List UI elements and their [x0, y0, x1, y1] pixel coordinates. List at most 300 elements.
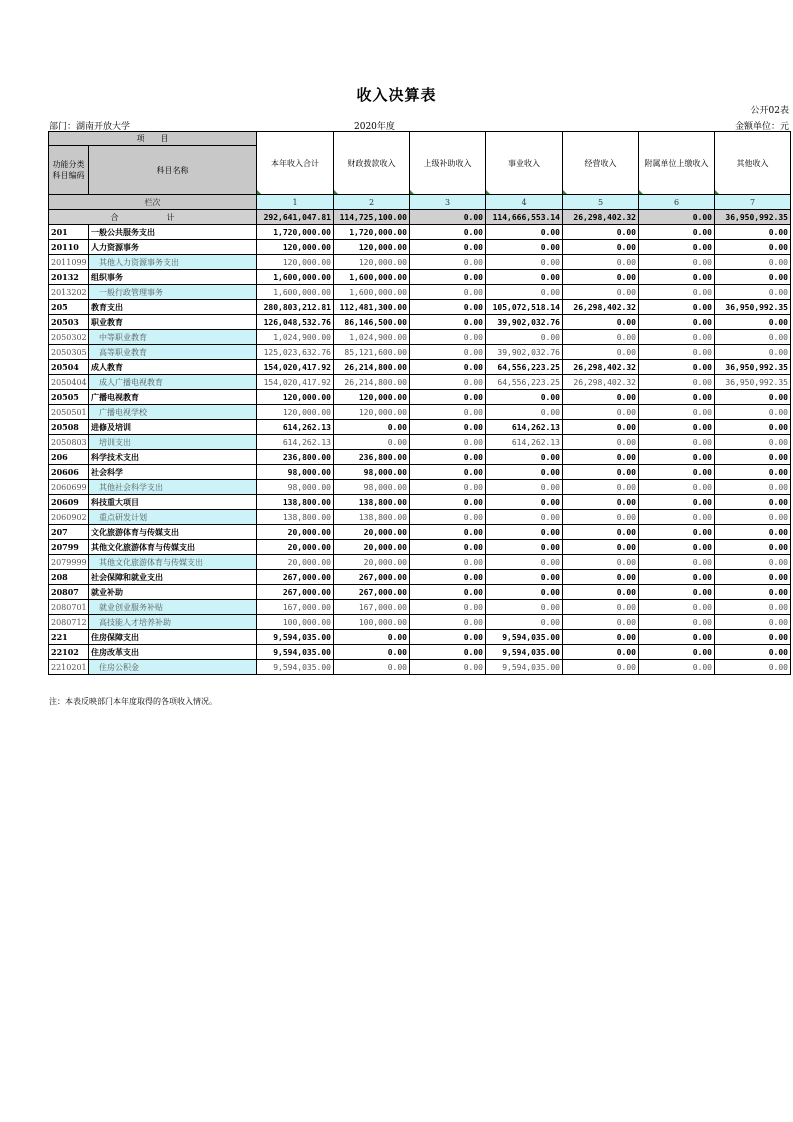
total-value: 0.00: [410, 210, 486, 225]
amount-cell: 9,594,035.00: [486, 630, 563, 645]
amount-cell: 0.00: [563, 510, 639, 525]
amount-cell: 0.00: [410, 420, 486, 435]
table-row: [49, 345, 791, 360]
total-value: 292,641,047.81: [257, 210, 334, 225]
amount-cell: 0.00: [410, 255, 486, 270]
amount-cell: 100,000.00: [334, 615, 410, 630]
amount-cell: 0.00: [639, 435, 715, 450]
amount-cell: 0.00: [563, 390, 639, 405]
amount-cell: 0.00: [563, 450, 639, 465]
amount-cell: 100,000.00: [257, 615, 334, 630]
amount-cell: 98,000.00: [257, 465, 334, 480]
amount-cell: 0.00: [334, 630, 410, 645]
amount-cell: 9,594,035.00: [486, 645, 563, 660]
amount-cell: 0.00: [486, 525, 563, 540]
subject-name: 进修及培训: [89, 420, 257, 435]
amount-cell: 0.00: [715, 405, 791, 420]
subject-code: 207: [49, 525, 89, 540]
amount-cell: 0.00: [563, 480, 639, 495]
subject-name: 社会科学: [89, 465, 257, 480]
amount-cell: 0.00: [563, 240, 639, 255]
amount-cell: 26,214,800.00: [334, 375, 410, 390]
total-label: 合 计: [49, 210, 257, 225]
subject-code: 20110: [49, 240, 89, 255]
amount-cell: 0.00: [563, 465, 639, 480]
amount-cell: 20,000.00: [334, 540, 410, 555]
amount-cell: 26,298,402.32: [563, 300, 639, 315]
amount-cell: 0.00: [639, 495, 715, 510]
amount-cell: 138,800.00: [334, 495, 410, 510]
amount-cell: 0.00: [639, 405, 715, 420]
table-row: [49, 630, 791, 645]
amount-cell: 0.00: [639, 255, 715, 270]
amount-cell: 0.00: [410, 630, 486, 645]
subject-name: 广播电视教育: [89, 390, 257, 405]
total-value: 36,950,992.35: [715, 210, 791, 225]
table-row: [49, 660, 791, 675]
amount-cell: 0.00: [715, 225, 791, 240]
amount-cell: 98,000.00: [334, 465, 410, 480]
amount-cell: 0.00: [639, 600, 715, 615]
subject-name: 高技能人才培养补助: [89, 615, 257, 630]
amount-cell: 0.00: [563, 570, 639, 585]
amount-cell: 126,048,532.76: [257, 315, 334, 330]
amount-cell: 0.00: [563, 255, 639, 270]
amount-cell: 0.00: [563, 270, 639, 285]
amount-cell: 125,023,632.76: [257, 345, 334, 360]
amount-cell: 0.00: [715, 495, 791, 510]
subject-name: 成人广播电视教育: [89, 375, 257, 390]
amount-cell: 0.00: [410, 300, 486, 315]
amount-cell: 0.00: [486, 270, 563, 285]
amount-cell: 0.00: [410, 450, 486, 465]
amount-cell: 0.00: [410, 240, 486, 255]
amount-cell: 0.00: [334, 645, 410, 660]
subject-name: 重点研发计划: [89, 510, 257, 525]
amount-cell: 20,000.00: [257, 525, 334, 540]
amount-cell: 154,020,417.92: [257, 360, 334, 375]
amount-cell: 1,720,000.00: [257, 225, 334, 240]
amount-cell: 1,024,900.00: [334, 330, 410, 345]
subject-code: 2050404: [49, 375, 89, 390]
amount-cell: 0.00: [563, 630, 639, 645]
amount-cell: 0.00: [410, 285, 486, 300]
header-col-6: 附属单位上缴收入: [639, 132, 715, 195]
subject-name: 组织事务: [89, 270, 257, 285]
amount-cell: 0.00: [563, 285, 639, 300]
amount-cell: 0.00: [410, 360, 486, 375]
amount-cell: 0.00: [486, 615, 563, 630]
amount-cell: 267,000.00: [334, 585, 410, 600]
amount-cell: 0.00: [715, 585, 791, 600]
subject-code: 2060902: [49, 510, 89, 525]
subject-code: 2050302: [49, 330, 89, 345]
total-value: 114,725,100.00: [334, 210, 410, 225]
total-value: 114,666,553.14: [486, 210, 563, 225]
amount-cell: 0.00: [410, 390, 486, 405]
amount-cell: 0.00: [715, 315, 791, 330]
subject-name: 文化旅游体育与传媒支出: [89, 525, 257, 540]
amount-cell: 0.00: [639, 540, 715, 555]
amount-cell: 120,000.00: [334, 255, 410, 270]
amount-cell: 0.00: [410, 600, 486, 615]
amount-cell: 39,902,032.76: [486, 345, 563, 360]
header-line-label: 栏次: [49, 195, 257, 210]
subject-name: 其他文化旅游体育与传媒支出: [89, 555, 257, 570]
amount-cell: 0.00: [639, 450, 715, 465]
amount-cell: 0.00: [715, 600, 791, 615]
amount-cell: 167,000.00: [334, 600, 410, 615]
subject-code: 20807: [49, 585, 89, 600]
amount-cell: 0.00: [486, 405, 563, 420]
amount-cell: 0.00: [410, 660, 486, 675]
amount-cell: 98,000.00: [334, 480, 410, 495]
amount-cell: 64,556,223.25: [486, 375, 563, 390]
table-row: [49, 480, 791, 495]
table-row: [49, 585, 791, 600]
income-table: [48, 131, 791, 675]
subject-code: 2050305: [49, 345, 89, 360]
amount-cell: 0.00: [715, 480, 791, 495]
amount-cell: 0.00: [715, 630, 791, 645]
amount-cell: 0.00: [410, 345, 486, 360]
amount-cell: 0.00: [639, 315, 715, 330]
amount-cell: 0.00: [715, 570, 791, 585]
amount-cell: 0.00: [639, 345, 715, 360]
amount-cell: 1,024,900.00: [257, 330, 334, 345]
amount-cell: 0.00: [486, 600, 563, 615]
line-no-3: 3: [410, 195, 486, 210]
amount-cell: 0.00: [563, 435, 639, 450]
subject-code: 206: [49, 450, 89, 465]
table-row: [49, 540, 791, 555]
amount-cell: 0.00: [639, 465, 715, 480]
amount-cell: 0.00: [563, 225, 639, 240]
subject-name: 成人教育: [89, 360, 257, 375]
table-row: [49, 525, 791, 540]
table-row: [49, 330, 791, 345]
amount-cell: 0.00: [715, 645, 791, 660]
amount-cell: 280,803,212.81: [257, 300, 334, 315]
subject-code: 20504: [49, 360, 89, 375]
table-row: [49, 450, 791, 465]
amount-cell: 9,594,035.00: [257, 645, 334, 660]
total-row: [49, 210, 791, 225]
subject-name: 住房改革支出: [89, 645, 257, 660]
subject-name: 社会保障和就业支出: [89, 570, 257, 585]
amount-cell: 267,000.00: [257, 585, 334, 600]
amount-cell: 0.00: [410, 615, 486, 630]
header-col-3: 上级补助收入: [410, 132, 486, 195]
amount-cell: 0.00: [639, 285, 715, 300]
table-row: [49, 300, 791, 315]
amount-cell: 0.00: [563, 345, 639, 360]
amount-cell: 0.00: [486, 570, 563, 585]
amount-cell: 0.00: [639, 570, 715, 585]
amount-cell: 0.00: [486, 285, 563, 300]
table-row: [49, 435, 791, 450]
subject-code: 2080712: [49, 615, 89, 630]
amount-cell: 9,594,035.00: [486, 660, 563, 675]
table-row: [49, 600, 791, 615]
total-value: 0.00: [639, 210, 715, 225]
amount-cell: 0.00: [639, 240, 715, 255]
amount-cell: 36,950,992.35: [715, 375, 791, 390]
amount-cell: 0.00: [410, 645, 486, 660]
amount-cell: 0.00: [486, 540, 563, 555]
amount-cell: 0.00: [563, 645, 639, 660]
subject-name: 科技重大项目: [89, 495, 257, 510]
amount-cell: 0.00: [715, 270, 791, 285]
form-code: 公开02表: [750, 106, 789, 116]
amount-cell: 0.00: [715, 285, 791, 300]
table-row: [49, 375, 791, 390]
subject-code: 201: [49, 225, 89, 240]
subject-name: 人力资源事务: [89, 240, 257, 255]
amount-cell: 0.00: [486, 465, 563, 480]
amount-cell: 0.00: [563, 420, 639, 435]
amount-cell: 0.00: [410, 405, 486, 420]
amount-cell: 39,902,032.76: [486, 315, 563, 330]
amount-cell: 0.00: [334, 420, 410, 435]
amount-cell: 0.00: [486, 585, 563, 600]
table-row: [49, 390, 791, 405]
amount-cell: 0.00: [410, 510, 486, 525]
subject-code: 205: [49, 300, 89, 315]
table-row: [49, 285, 791, 300]
footnote: 注：本表反映部门本年度取得的各项收入情况。: [49, 697, 217, 706]
amount-cell: 0.00: [410, 330, 486, 345]
amount-cell: 0.00: [563, 525, 639, 540]
amount-cell: 0.00: [410, 540, 486, 555]
subject-code: 2050803: [49, 435, 89, 450]
amount-cell: 0.00: [410, 555, 486, 570]
header-func-code: 功能分类 科目编码: [49, 146, 89, 195]
table-row: [49, 405, 791, 420]
amount-cell: 86,146,500.00: [334, 315, 410, 330]
amount-cell: 0.00: [715, 345, 791, 360]
amount-cell: 20,000.00: [334, 555, 410, 570]
table-row: [49, 255, 791, 270]
subject-name: 教育支出: [89, 300, 257, 315]
amount-cell: 36,950,992.35: [715, 300, 791, 315]
subject-name: 其他社会科学支出: [89, 480, 257, 495]
amount-cell: 0.00: [563, 585, 639, 600]
amount-cell: 0.00: [410, 270, 486, 285]
amount-cell: 0.00: [639, 375, 715, 390]
header-col-2: 财政拨款收入: [334, 132, 410, 195]
amount-cell: 236,800.00: [257, 450, 334, 465]
amount-cell: 0.00: [639, 585, 715, 600]
amount-cell: 26,214,800.00: [334, 360, 410, 375]
amount-cell: 0.00: [639, 420, 715, 435]
amount-cell: 0.00: [486, 255, 563, 270]
amount-cell: 0.00: [563, 495, 639, 510]
amount-cell: 20,000.00: [257, 540, 334, 555]
subject-name: 其他文化旅游体育与传媒支出: [89, 540, 257, 555]
amount-cell: 0.00: [715, 660, 791, 675]
amount-cell: 0.00: [486, 225, 563, 240]
amount-cell: 236,800.00: [334, 450, 410, 465]
amount-cell: 1,600,000.00: [334, 285, 410, 300]
amount-cell: 1,600,000.00: [334, 270, 410, 285]
subject-name: 一般公共服务支出: [89, 225, 257, 240]
subject-code: 2050501: [49, 405, 89, 420]
header-project: 项 目: [49, 132, 257, 146]
amount-cell: 0.00: [639, 360, 715, 375]
subject-code: 2079999: [49, 555, 89, 570]
subject-code: 20609: [49, 495, 89, 510]
subject-name: 一般行政管理事务: [89, 285, 257, 300]
amount-cell: 0.00: [715, 450, 791, 465]
table-row: [49, 645, 791, 660]
amount-cell: 0.00: [410, 525, 486, 540]
amount-cell: 267,000.00: [334, 570, 410, 585]
subject-name: 培训支出: [89, 435, 257, 450]
table-row: [49, 495, 791, 510]
table-row: [49, 615, 791, 630]
amount-cell: 0.00: [639, 300, 715, 315]
amount-cell: 0.00: [563, 615, 639, 630]
amount-cell: 120,000.00: [334, 390, 410, 405]
subject-name: 就业补助: [89, 585, 257, 600]
table-row: [49, 270, 791, 285]
amount-unit: 金额单位：元: [734, 122, 789, 132]
amount-cell: 0.00: [410, 435, 486, 450]
amount-cell: 0.00: [715, 420, 791, 435]
table-row: [49, 315, 791, 330]
amount-cell: 0.00: [639, 330, 715, 345]
subject-name: 高等职业教育: [89, 345, 257, 360]
subject-code: 2060699: [49, 480, 89, 495]
amount-cell: 138,800.00: [257, 495, 334, 510]
amount-cell: 20,000.00: [257, 555, 334, 570]
department-label: 部门：湖南开放大学: [49, 122, 131, 132]
amount-cell: 0.00: [410, 480, 486, 495]
amount-cell: 0.00: [334, 660, 410, 675]
table-row: [49, 510, 791, 525]
amount-cell: 0.00: [410, 585, 486, 600]
amount-cell: 0.00: [715, 255, 791, 270]
subject-code: 2013202: [49, 285, 89, 300]
table-row: [49, 555, 791, 570]
line-no-6: 6: [639, 195, 715, 210]
amount-cell: 120,000.00: [257, 255, 334, 270]
subject-code: 221: [49, 630, 89, 645]
amount-cell: 0.00: [715, 390, 791, 405]
line-no-1: 1: [257, 195, 334, 210]
header-col-5: 经营收入: [563, 132, 639, 195]
fiscal-year: 2020年度: [354, 122, 395, 132]
amount-cell: 614,262.13: [257, 435, 334, 450]
amount-cell: 120,000.00: [334, 405, 410, 420]
amount-cell: 0.00: [715, 540, 791, 555]
subject-name: 就业创业服务补贴: [89, 600, 257, 615]
amount-cell: 0.00: [486, 240, 563, 255]
subject-name: 住房公积金: [89, 660, 257, 675]
line-no-4: 4: [486, 195, 563, 210]
subject-name: 中等职业教育: [89, 330, 257, 345]
subject-code: 20132: [49, 270, 89, 285]
amount-cell: 0.00: [410, 495, 486, 510]
amount-cell: 0.00: [715, 525, 791, 540]
amount-cell: 0.00: [563, 660, 639, 675]
amount-cell: 0.00: [639, 645, 715, 660]
amount-cell: 0.00: [563, 540, 639, 555]
subject-code: 2210201: [49, 660, 89, 675]
header-col-7: 其他收入: [715, 132, 791, 195]
amount-cell: 9,594,035.00: [257, 630, 334, 645]
amount-cell: 0.00: [486, 330, 563, 345]
line-no-7: 7: [715, 195, 791, 210]
amount-cell: 138,800.00: [257, 510, 334, 525]
amount-cell: 0.00: [639, 525, 715, 540]
amount-cell: 0.00: [563, 555, 639, 570]
amount-cell: 167,000.00: [257, 600, 334, 615]
table-row: [49, 420, 791, 435]
amount-cell: 0.00: [410, 375, 486, 390]
subject-code: 20508: [49, 420, 89, 435]
header-col-4: 事业收入: [486, 132, 563, 195]
amount-cell: 0.00: [410, 315, 486, 330]
amount-cell: 0.00: [486, 555, 563, 570]
amount-cell: 267,000.00: [257, 570, 334, 585]
subject-name: 科学技术支出: [89, 450, 257, 465]
amount-cell: 614,262.13: [486, 435, 563, 450]
amount-cell: 0.00: [715, 435, 791, 450]
amount-cell: 120,000.00: [257, 390, 334, 405]
amount-cell: 0.00: [715, 240, 791, 255]
amount-cell: 112,481,300.00: [334, 300, 410, 315]
amount-cell: 0.00: [715, 615, 791, 630]
amount-cell: 0.00: [639, 630, 715, 645]
subject-code: 20503: [49, 315, 89, 330]
amount-cell: 0.00: [486, 480, 563, 495]
table-row: [49, 225, 791, 240]
amount-cell: 0.00: [563, 405, 639, 420]
amount-cell: 20,000.00: [334, 525, 410, 540]
amount-cell: 64,556,223.25: [486, 360, 563, 375]
total-value: 26,298,402.32: [563, 210, 639, 225]
amount-cell: 0.00: [639, 270, 715, 285]
amount-cell: 120,000.00: [257, 405, 334, 420]
amount-cell: 0.00: [639, 225, 715, 240]
table-row: [49, 240, 791, 255]
amount-cell: 0.00: [639, 390, 715, 405]
table-row: [49, 465, 791, 480]
amount-cell: 0.00: [715, 510, 791, 525]
amount-cell: 0.00: [410, 570, 486, 585]
line-no-5: 5: [563, 195, 639, 210]
amount-cell: 85,121,600.00: [334, 345, 410, 360]
amount-cell: 0.00: [563, 330, 639, 345]
amount-cell: 614,262.13: [257, 420, 334, 435]
amount-cell: 9,594,035.00: [257, 660, 334, 675]
subject-code: 22102: [49, 645, 89, 660]
subject-code: 20505: [49, 390, 89, 405]
amount-cell: 26,298,402.32: [563, 360, 639, 375]
page-title: 收入决算表: [356, 86, 437, 104]
amount-cell: 0.00: [715, 465, 791, 480]
amount-cell: 0.00: [486, 510, 563, 525]
amount-cell: 0.00: [639, 660, 715, 675]
amount-cell: 0.00: [486, 450, 563, 465]
amount-cell: 26,298,402.32: [563, 375, 639, 390]
table-row: [49, 570, 791, 585]
line-no-2: 2: [334, 195, 410, 210]
subject-code: 208: [49, 570, 89, 585]
header-subject-name: 科目名称: [89, 146, 257, 195]
